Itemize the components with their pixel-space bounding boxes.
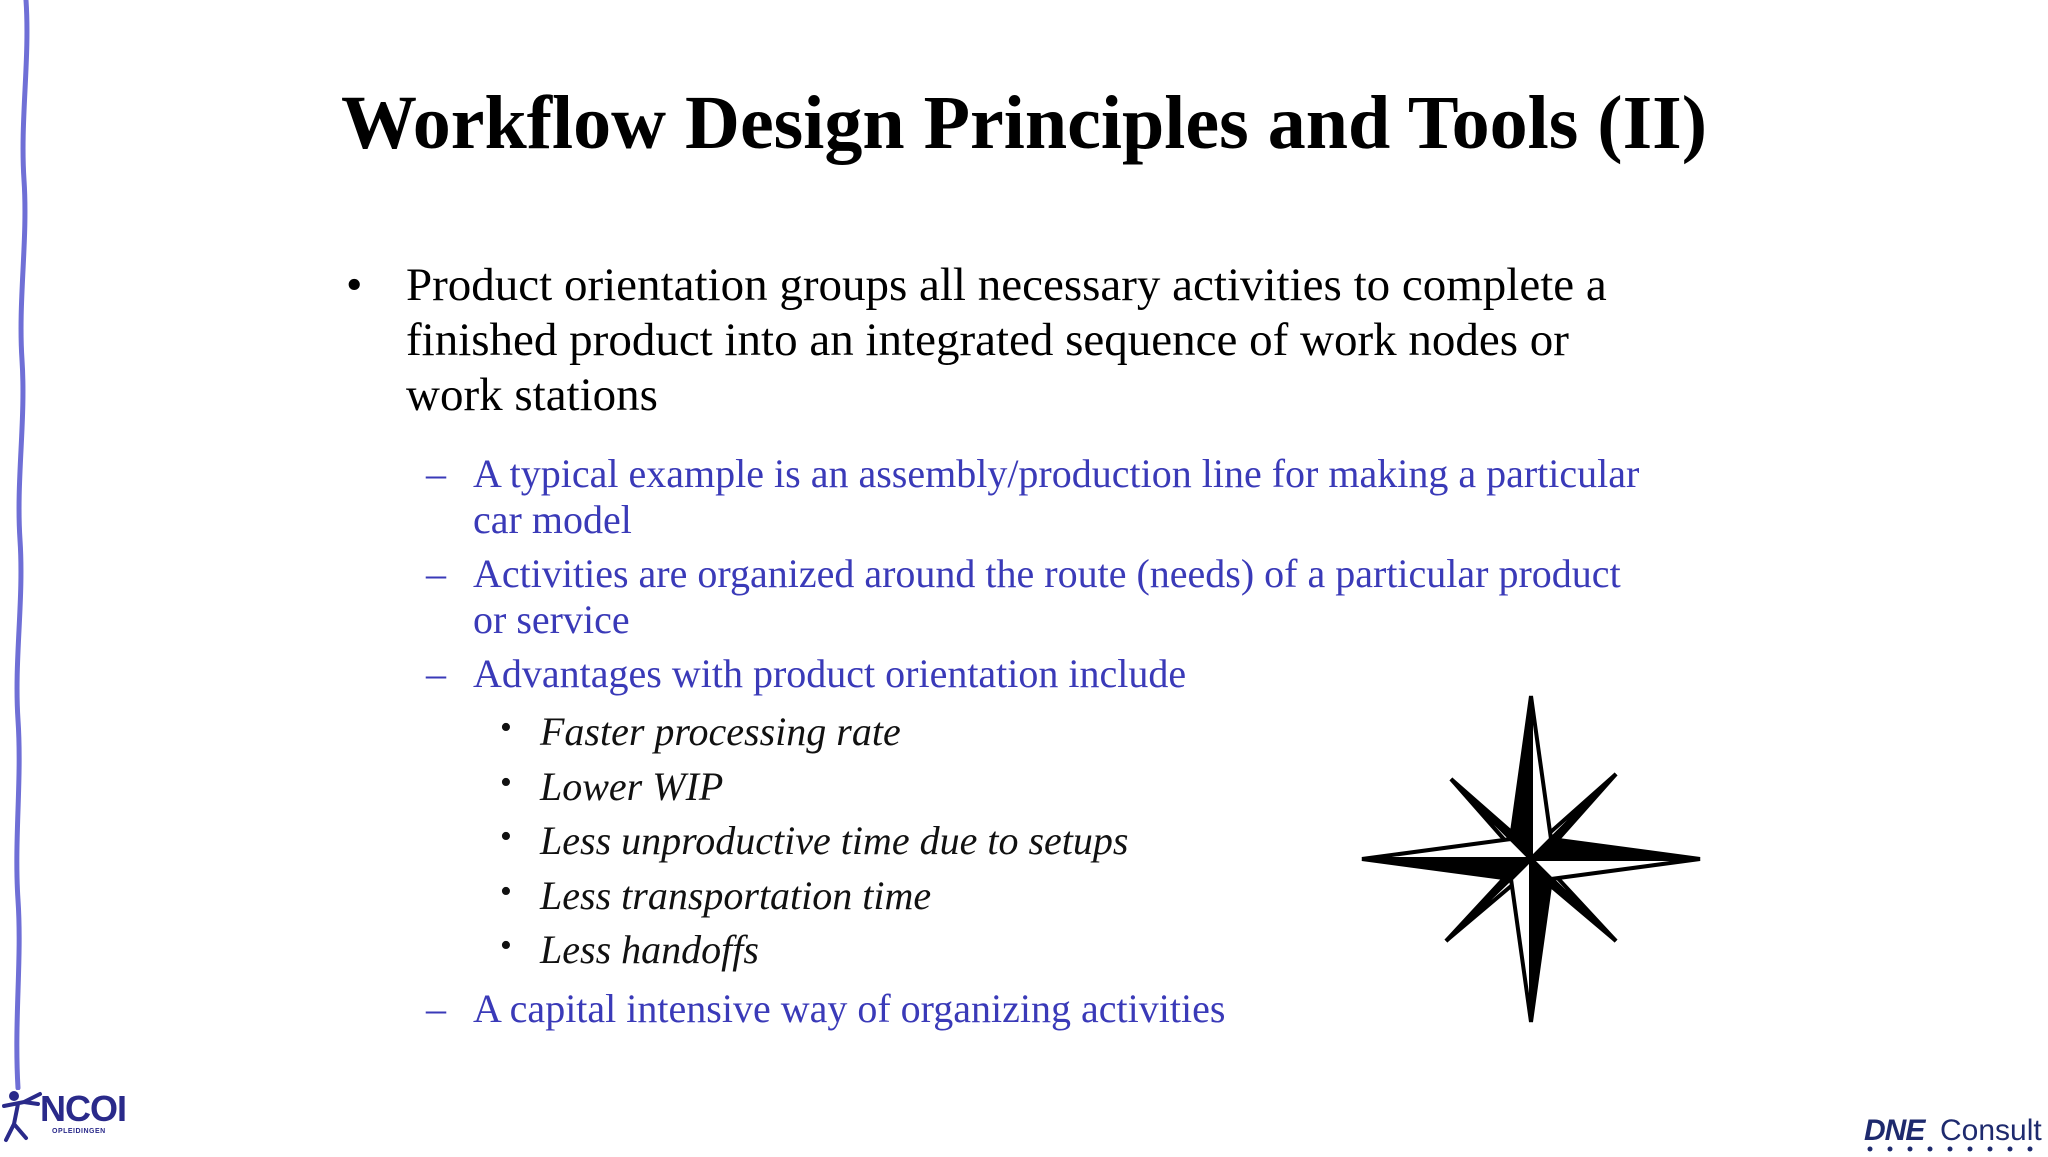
advantage-text: Lower WIP	[540, 763, 724, 809]
sub-item	[342, 451, 1642, 543]
dash-icon: –	[426, 551, 446, 596]
advantage-text: Less unproductive time due to setups	[540, 818, 1129, 863]
bullet-icon: •	[500, 818, 512, 855]
dash-icon: –	[426, 651, 446, 696]
sub-item-text: Activities are organized around the route (needs) of a particular product or service	[473, 551, 1621, 642]
ncoi-logo-text: NCOI	[40, 1088, 126, 1129]
advantage-text: Faster processing rate	[540, 709, 901, 754]
dne-logo-mark: DNE	[1864, 1114, 1925, 1147]
slide-title: Workflow Design Principles and Tools (II)	[340, 81, 1708, 165]
dne-logo-text: Consult	[1940, 1114, 2042, 1147]
dne-dots-icon	[1864, 1146, 2048, 1152]
ncoi-logo-subtext: OPLEIDINGEN	[52, 1128, 106, 1135]
advantage-text: Less transportation time	[540, 872, 932, 918]
sub-item	[342, 651, 1642, 697]
advantage-text: Less handoffs	[540, 927, 759, 972]
sub-item-text: Advantages with product orientation include	[473, 651, 1187, 696]
main-bullet	[342, 258, 1642, 423]
compass-rose-icon	[1360, 694, 1702, 1024]
bullet-icon: •	[500, 763, 512, 801]
main-bullet-text: Product orientation groups all necessary activities to complete a finished product into an integrated sequence of work nodes or work stations	[406, 259, 1607, 421]
bullet-icon: •	[500, 872, 512, 910]
dash-icon: –	[426, 451, 446, 496]
sub-item-text: A capital intensive way of organizing activities	[473, 985, 1226, 1031]
sub-item-text: A typical example is an assembly/production line for making a particular car model	[473, 451, 1640, 542]
sub-item	[342, 551, 1642, 643]
bullet-icon: •	[346, 259, 363, 311]
bullet-icon: •	[500, 927, 512, 964]
dash-icon: –	[426, 985, 446, 1031]
dne-consult-logo	[1864, 1114, 2048, 1152]
bullet-icon: •	[500, 709, 512, 746]
